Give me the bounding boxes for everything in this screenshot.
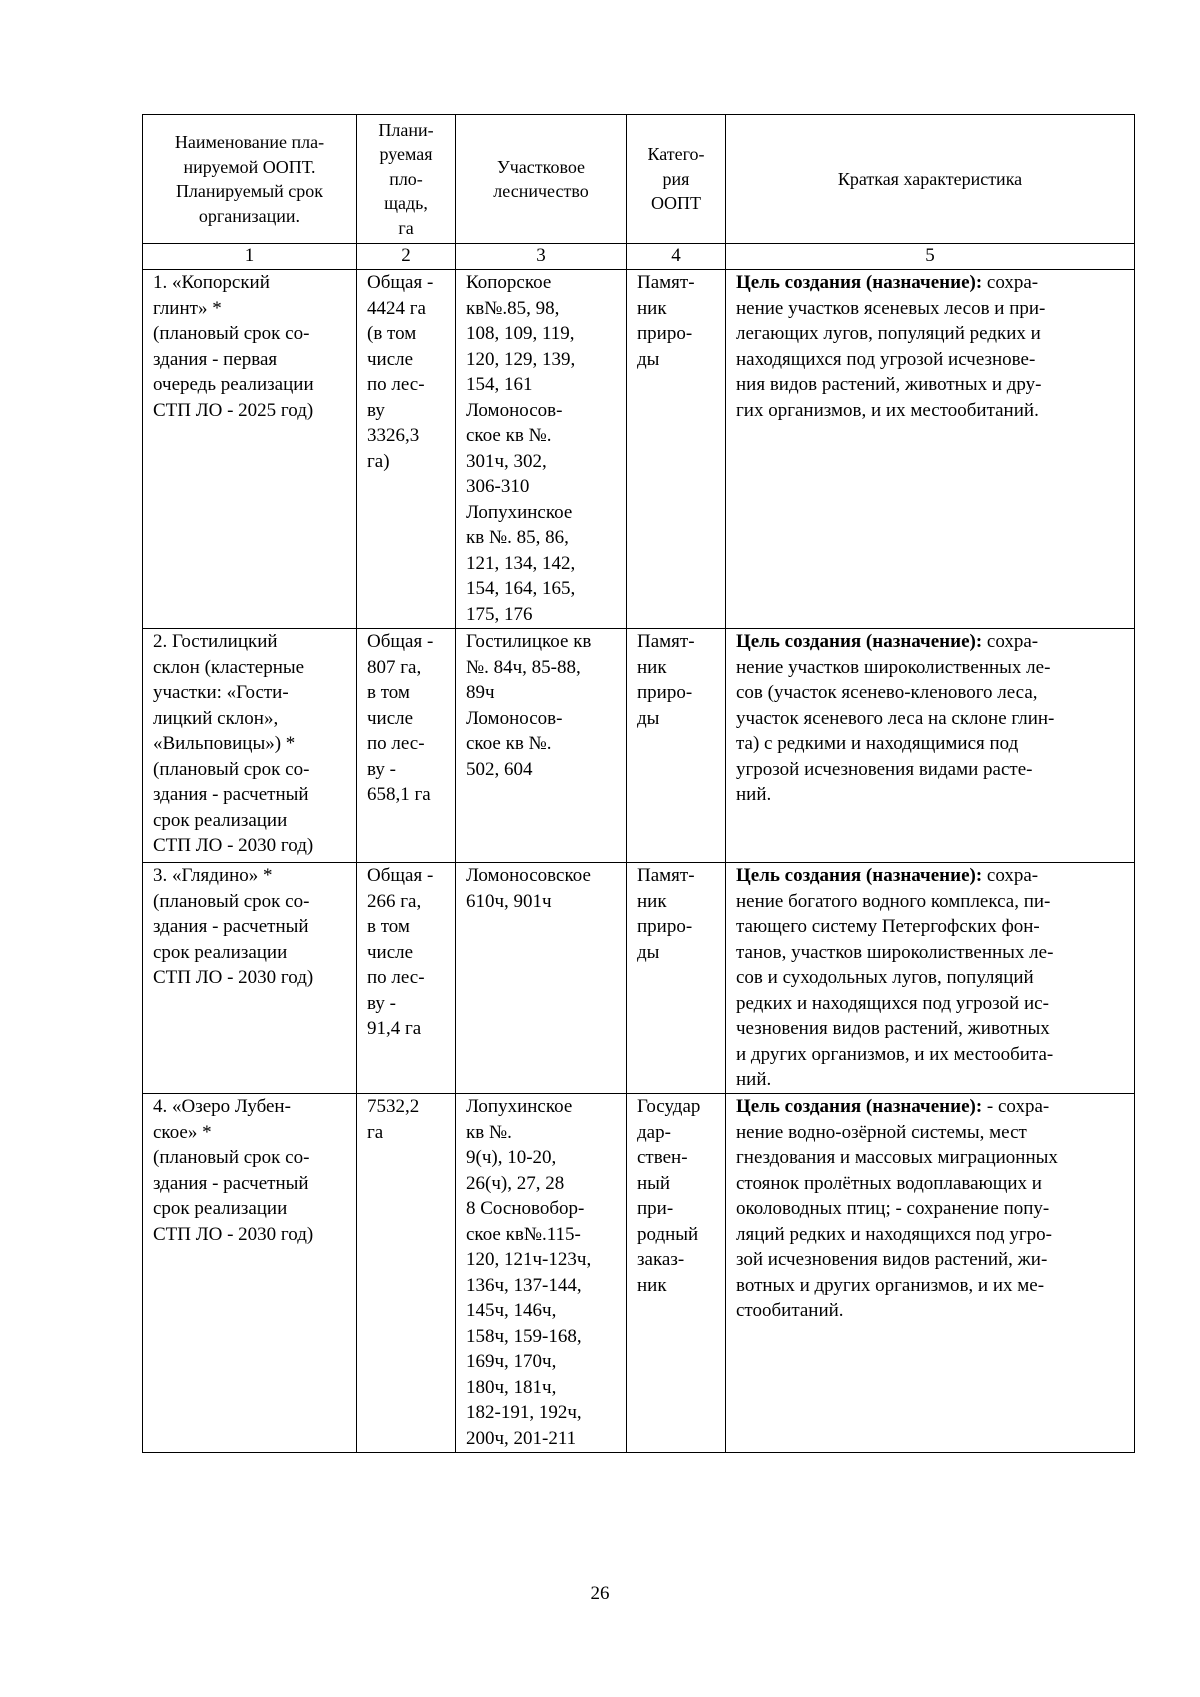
- cell-line: 180ч, 181ч,: [466, 1376, 557, 1398]
- cell-line: га: [398, 217, 414, 238]
- description-line: гих организмов, и их местообитаний.: [736, 399, 1039, 421]
- cell-line: Гостилицкое кв: [466, 631, 592, 652]
- category-cell: [627, 863, 726, 1094]
- description-line: та) с редкими и находящимися под: [736, 733, 1019, 754]
- cell-line: (плановый срок со-: [153, 758, 310, 780]
- cell-line: глинт» *: [153, 297, 222, 319]
- cell-line: ву: [367, 399, 385, 421]
- cell-line: срок реализации: [153, 809, 288, 831]
- cell-line: 4424 га: [367, 297, 426, 319]
- cell-line: 301ч, 302,: [466, 450, 547, 472]
- cell-line: по лес-: [367, 374, 425, 395]
- description-line: легающих лугов, популяций редких и: [736, 323, 1041, 344]
- description-line: чезновения видов растений, животных: [736, 1018, 1050, 1039]
- cell-line: 200ч, 201-211: [466, 1427, 577, 1449]
- cell-line: Копорское: [466, 272, 552, 293]
- area-cell: [357, 1094, 456, 1453]
- cell-line: СТП ЛО - 2030 год): [153, 967, 314, 988]
- cell-line: Краткая характеристика: [837, 168, 1023, 189]
- cell-line: Памят-: [637, 272, 695, 293]
- column-number: 5: [726, 244, 1135, 270]
- cell-line: 120, 129, 139,: [466, 348, 576, 370]
- cell-line: приро-: [637, 323, 693, 344]
- description-cell: [726, 629, 1135, 863]
- cell-line: числе: [367, 348, 414, 370]
- cell-line: кв №. 85, 86,: [466, 527, 569, 548]
- description-line: сов и суходольных лугов, популяций: [736, 967, 1034, 988]
- cell-line: ООПТ: [651, 193, 701, 214]
- cell-line: участки: «Гости-: [153, 682, 289, 703]
- oopt-name-cell: [143, 1094, 357, 1453]
- cell-line: 7532,2: [367, 1096, 420, 1117]
- area-cell: [357, 629, 456, 863]
- header-row: [143, 115, 1135, 244]
- cell-line: здания - расчетный: [153, 784, 309, 805]
- cell-line: 154, 161: [466, 374, 533, 395]
- cell-line: «Вильповицы») *: [153, 733, 296, 754]
- cell-line: ник: [637, 656, 667, 678]
- cell-line: 91,4 га: [367, 1018, 422, 1039]
- cell-line: ник: [637, 297, 667, 319]
- description-line: околоводных птиц; - сохранение попу-: [736, 1198, 1050, 1219]
- cell-line: Лопухинское: [466, 1096, 573, 1117]
- column-number: 1: [143, 244, 357, 270]
- header-description: [726, 115, 1135, 244]
- cell-line: га: [367, 1121, 384, 1143]
- description-text: сохра-: [982, 865, 1039, 886]
- oopt-name-cell: [143, 270, 357, 629]
- cell-line: 1. «Копорский: [153, 272, 270, 293]
- cell-line: 807 га,: [367, 656, 422, 678]
- description-line: ляций редких и находящихся под угро-: [736, 1223, 1052, 1245]
- description-text: - сохра-: [982, 1096, 1050, 1117]
- table-row: [143, 863, 1135, 1094]
- oopt-name-cell: [143, 863, 357, 1094]
- table-row: [143, 270, 1135, 629]
- description-line: ний.: [736, 1069, 772, 1090]
- oopt-name-cell: [143, 629, 357, 863]
- cell-line: здания - расчетный: [153, 1172, 309, 1194]
- cell-line: Общая -: [367, 272, 434, 293]
- description-line: нение участков ясеневых лесов и при-: [736, 297, 1046, 319]
- forestry-cell: [456, 629, 627, 863]
- description-line: находящихся под угрозой исчезнове-: [736, 348, 1036, 370]
- description-line: стоянок пролётных водоплавающих и: [736, 1172, 1042, 1194]
- header-category: [627, 115, 726, 244]
- cell-line: щадь,: [384, 193, 428, 214]
- cell-line: Государ: [637, 1096, 701, 1117]
- cell-line: 158ч, 159-168,: [466, 1325, 582, 1347]
- description-line: зой исчезновения видов растений, жи-: [736, 1249, 1048, 1270]
- cell-line: лицкий склон»,: [153, 707, 279, 729]
- description-line: ний.: [736, 784, 772, 805]
- cell-line: 4. «Озеро Лубен-: [153, 1096, 291, 1117]
- oopt-table: [142, 114, 1135, 1453]
- category-cell: [627, 629, 726, 863]
- cell-line: Наименование пла-: [174, 132, 325, 152]
- cell-line: Ломоносов-: [466, 707, 563, 729]
- cell-line: 502, 604: [466, 758, 533, 780]
- description-line: угрозой исчезновения видами расте-: [736, 758, 1033, 780]
- cell-line: СТП ЛО - 2030 год): [153, 835, 314, 856]
- cell-line: 26(ч), 27, 28: [466, 1172, 565, 1194]
- cell-line: Общая -: [367, 865, 434, 886]
- cell-line: рия: [662, 168, 690, 189]
- description-lead: Цель создания (назначение):: [736, 865, 983, 886]
- cell-line: родный: [637, 1223, 699, 1245]
- description-text: сохра-: [982, 631, 1039, 652]
- description-line: нение водно-озёрной системы, мест: [736, 1121, 1027, 1143]
- page-number: 26: [590, 1583, 610, 1604]
- description-line: [736, 270, 1128, 296]
- cell-line: ву -: [367, 992, 396, 1014]
- cell-line: 169ч, 170ч,: [466, 1351, 557, 1372]
- cell-line: кв №.: [466, 1121, 512, 1143]
- column-number: 3: [456, 244, 627, 270]
- column-number: 2: [357, 244, 456, 270]
- cell-line: (в том: [367, 323, 417, 344]
- cell-line: Ломоносов-: [466, 399, 563, 421]
- cell-line: пло-: [389, 168, 423, 189]
- cell-line: ву -: [367, 758, 396, 780]
- cell-line: в том: [367, 682, 410, 703]
- description-lead: Цель создания (назначение):: [736, 272, 983, 293]
- cell-line: руемая: [379, 144, 433, 165]
- forestry-cell: [456, 270, 627, 629]
- cell-line: 266 га,: [367, 890, 422, 912]
- cell-line: очередь реализации: [153, 374, 314, 395]
- cell-line: приро-: [637, 682, 693, 703]
- cell-line: СТП ЛО - 2025 год): [153, 399, 314, 421]
- description-cell: [726, 1094, 1135, 1453]
- cell-line: 2. Гостилицкий: [153, 631, 278, 652]
- cell-line: 8 Сосновобор-: [466, 1198, 585, 1219]
- cell-line: 136ч, 137-144,: [466, 1274, 582, 1296]
- cell-line: организации.: [198, 205, 301, 226]
- cell-line: ствен-: [637, 1147, 688, 1168]
- column-number: 4: [627, 244, 726, 270]
- description-lead: Цель создания (назначение):: [736, 631, 983, 652]
- cell-line: 89ч: [466, 682, 495, 703]
- cell-line: ское кв №.: [466, 733, 552, 754]
- cell-line: Плани-: [378, 119, 434, 140]
- description-text: сохра-: [982, 272, 1039, 293]
- description-line: гнездования и массовых миграционных: [736, 1147, 1058, 1168]
- cell-line: 182-191, 192ч,: [466, 1402, 582, 1423]
- cell-line: (плановый срок со-: [153, 1147, 310, 1168]
- cell-line: приро-: [637, 916, 693, 937]
- cell-line: ды: [637, 941, 660, 963]
- cell-line: га): [367, 450, 390, 472]
- column-number-row: [143, 244, 1135, 270]
- cell-line: здания - первая: [153, 348, 278, 370]
- description-line: редких и находящихся под угрозой ис-: [736, 992, 1049, 1014]
- cell-line: 108, 109, 119,: [466, 323, 575, 344]
- cell-line: 610ч, 901ч: [466, 890, 552, 912]
- category-cell: [627, 270, 726, 629]
- cell-line: срок реализации: [153, 941, 288, 963]
- description-line: тающего систему Петергофских фон-: [736, 916, 1040, 937]
- cell-line: Памят-: [637, 865, 695, 886]
- cell-line: нируемой ООПТ.: [183, 156, 316, 177]
- cell-line: №. 84ч, 85-88,: [466, 656, 581, 678]
- cell-line: 306-310: [466, 476, 530, 497]
- description-cell: [726, 863, 1135, 1094]
- description-line: сов (участок ясенево-кленового леса,: [736, 682, 1038, 703]
- cell-line: ское» *: [153, 1121, 212, 1143]
- cell-line: здания - расчетный: [153, 916, 309, 937]
- cell-line: лесничество: [493, 181, 589, 201]
- description-lead: Цель создания (назначение):: [736, 1096, 983, 1117]
- cell-line: ник: [637, 1274, 667, 1296]
- cell-line: числе: [367, 941, 414, 963]
- description-line: [736, 629, 1128, 655]
- table-row: [143, 629, 1135, 863]
- cell-line: 658,1 га: [367, 784, 431, 805]
- cell-line: Участковое: [496, 156, 586, 177]
- cell-line: Лопухинское: [466, 501, 573, 523]
- cell-line: срок реализации: [153, 1198, 288, 1219]
- description-line: [736, 863, 1128, 889]
- cell-line: Общая -: [367, 631, 434, 652]
- cell-line: по лес-: [367, 733, 425, 754]
- cell-line: Ломоносовское: [466, 865, 591, 886]
- description-line: [736, 1094, 1128, 1120]
- cell-line: 9(ч), 10-20,: [466, 1147, 557, 1168]
- area-cell: [357, 270, 456, 629]
- cell-line: кв№.85, 98,: [466, 297, 560, 319]
- cell-line: заказ-: [637, 1249, 685, 1270]
- cell-line: дар-: [637, 1121, 671, 1143]
- cell-line: 3. «Глядино» *: [153, 865, 273, 886]
- area-cell: [357, 863, 456, 1094]
- category-cell: [627, 1094, 726, 1453]
- cell-line: (плановый срок со-: [153, 323, 310, 344]
- cell-line: ник: [637, 890, 667, 912]
- cell-line: ское кв №.: [466, 425, 552, 446]
- cell-line: (плановый срок со-: [153, 890, 310, 912]
- cell-line: СТП ЛО - 2030 год): [153, 1223, 314, 1245]
- table-row: [143, 1094, 1135, 1453]
- forestry-cell: [456, 863, 627, 1094]
- header-forestry: [456, 115, 627, 244]
- description-cell: [726, 270, 1135, 629]
- description-line: участок ясеневого леса на склоне глин-: [736, 707, 1055, 729]
- cell-line: склон (кластерные: [153, 656, 305, 678]
- forestry-cell: [456, 1094, 627, 1453]
- cell-line: Памят-: [637, 631, 695, 652]
- description-line: ния видов растений, животных и дру-: [736, 374, 1042, 395]
- cell-line: по лес-: [367, 967, 425, 988]
- description-line: танов, участков широколиственных ле-: [736, 941, 1054, 963]
- cell-line: ды: [637, 707, 660, 729]
- cell-line: Планируемый срок: [175, 181, 324, 201]
- cell-line: 3326,3: [367, 425, 420, 446]
- description-line: стообитаний.: [736, 1300, 844, 1321]
- cell-line: в том: [367, 916, 410, 937]
- cell-line: Катего-: [647, 144, 705, 165]
- description-line: нение богатого водного комплекса, пи-: [736, 890, 1051, 912]
- cell-line: 145ч, 146ч,: [466, 1300, 557, 1321]
- cell-line: 154, 164, 165,: [466, 578, 576, 599]
- header-area: [357, 115, 456, 244]
- cell-line: при-: [637, 1198, 674, 1219]
- cell-line: числе: [367, 707, 414, 729]
- cell-line: ское кв№.115-: [466, 1223, 581, 1245]
- cell-line: ный: [637, 1172, 671, 1194]
- cell-line: ды: [637, 348, 660, 370]
- cell-line: 121, 134, 142,: [466, 552, 576, 574]
- description-line: нение участков широколиственных ле-: [736, 656, 1051, 678]
- description-line: и других организмов, и их местообита-: [736, 1043, 1054, 1065]
- description-line: вотных и других организмов, и их ме-: [736, 1274, 1045, 1296]
- cell-line: 120, 121ч-123ч,: [466, 1249, 592, 1270]
- cell-line: 175, 176: [466, 603, 533, 625]
- header-name: [143, 115, 357, 244]
